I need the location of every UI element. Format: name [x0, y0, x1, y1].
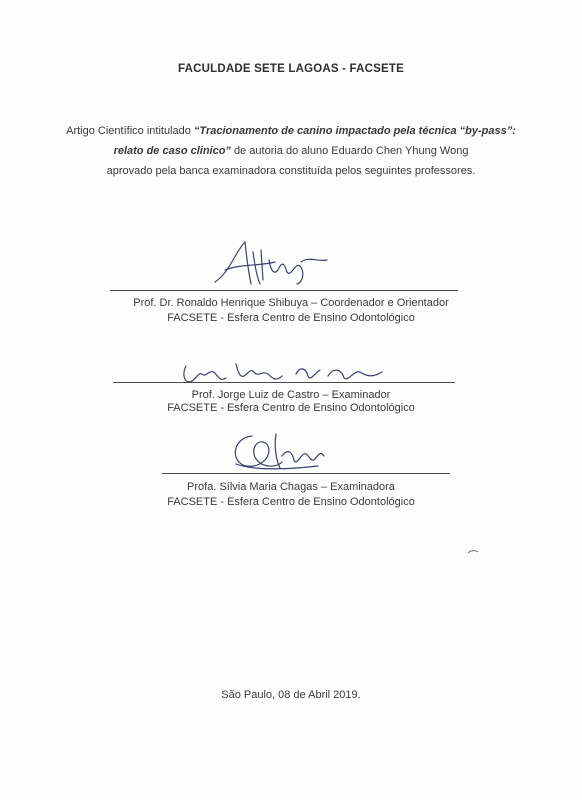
intro-prefix: Artigo Científico intitulado [66, 125, 194, 137]
document-date: São Paulo, 08 de Abril 2019. [221, 689, 361, 701]
article-title: “Tracionamento de canino impactado pela técnica “by-pass”: relato de caso clinico” [113, 125, 516, 157]
examiner-3-name: Profa. Sílvia Maria Chagas – Examinadora [187, 481, 395, 493]
intro-approval: aprovado pela banca examinadora constituída pelos seguintes professores. [106, 165, 476, 177]
institution-title: FACULDADE SETE LAGOAS - FACSETE [178, 63, 404, 75]
approval-statement [58, 121, 524, 181]
examiner-1-institution: FACSETE - Esfera Centro de Ensino Odontológico [167, 312, 415, 324]
signature-line-1 [110, 290, 458, 291]
signature-shibuya [205, 232, 335, 292]
examiner-2-name: Prof. Jorge Luiz de Castro – Examinador [191, 389, 391, 401]
stray-pen-mark [466, 548, 480, 556]
examiner-2-institution: FACSETE - Esfera Centro de Ensino Odontológico [167, 402, 415, 414]
signature-line-3 [162, 473, 450, 474]
signature-castro [178, 356, 388, 390]
signature-line-2 [113, 382, 455, 383]
intro-author: de autoria do aluno Eduardo Chen Yhung Wong [230, 145, 469, 157]
signature-chagas [222, 426, 332, 476]
examiner-1-name: Prof. Dr. Ronaldo Henrique Shibuya – Coordenador e Orientador [133, 297, 449, 309]
examiner-3-institution: FACSETE - Esfera Centro de Ensino Odontológico [167, 496, 415, 508]
